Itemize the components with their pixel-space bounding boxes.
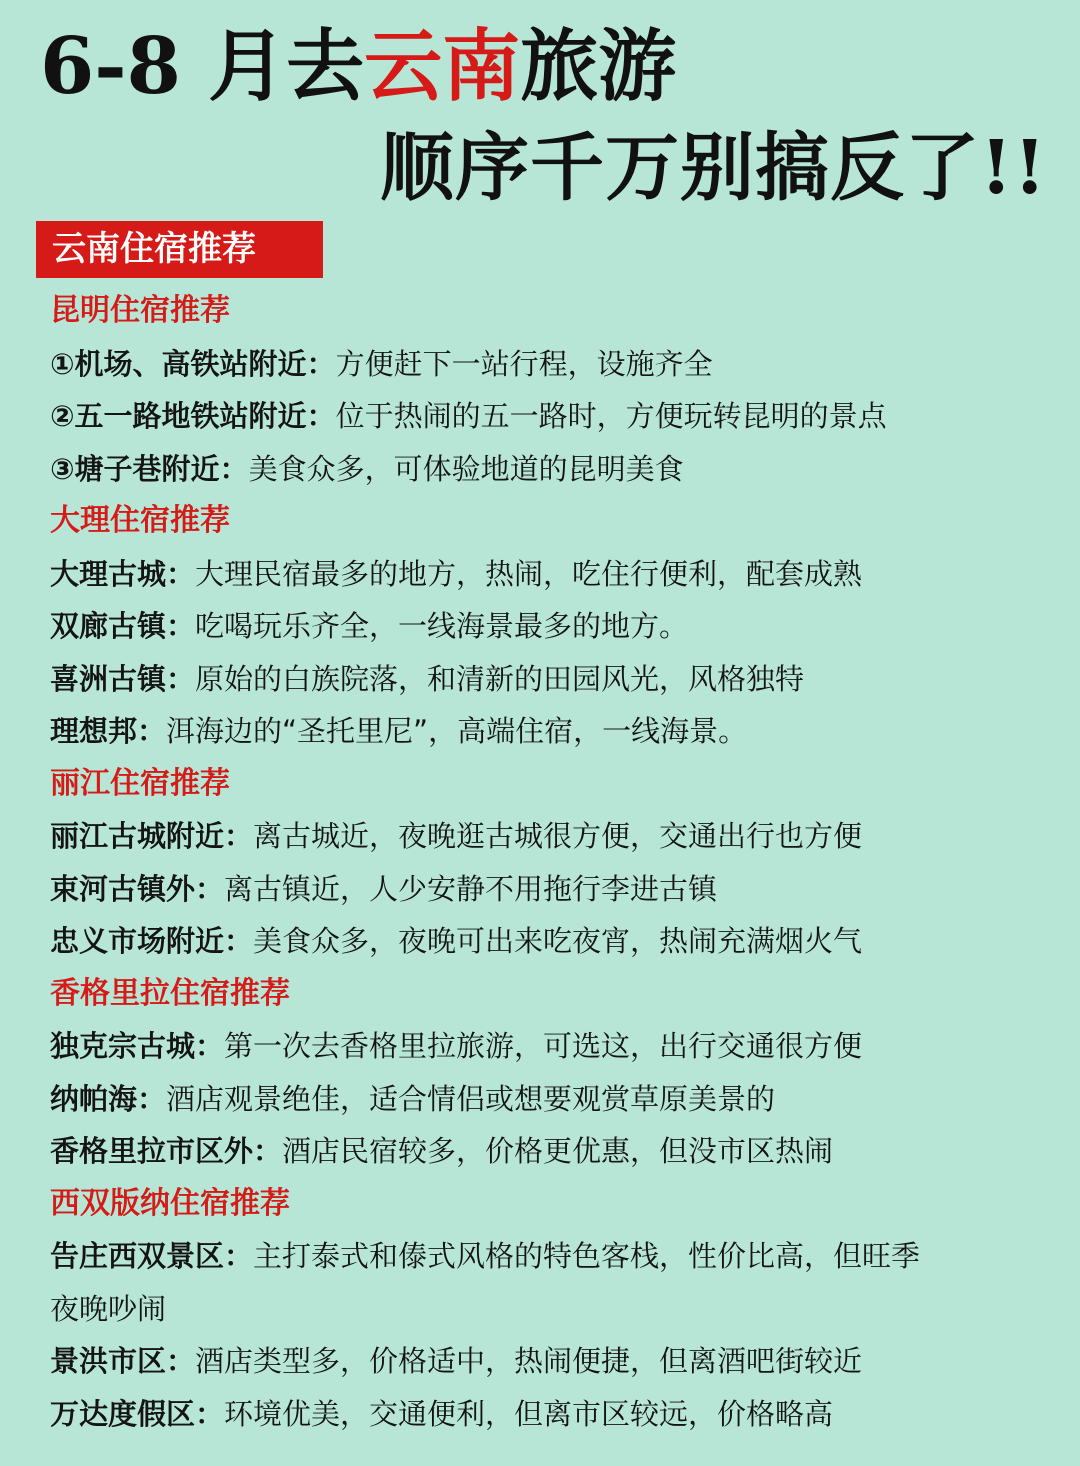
item-desc: 原始的白族院落，和清新的田园风光，风格独特 [195, 661, 805, 696]
item-key: 独克宗古城： [50, 1029, 225, 1063]
item-desc: 美食众多，可体验地道的昆明美食 [248, 451, 684, 486]
title-part-2: 旅游 [520, 21, 677, 112]
section-label: 云南住宿推荐 [36, 221, 323, 278]
list-item [50, 548, 1060, 601]
list-item-continuation: 夜晚吵闹 [50, 1291, 167, 1326]
city-heading: 丽江住宿推荐 [50, 765, 230, 801]
content-list [50, 285, 1060, 1440]
city-heading: 昆明住宿推荐 [50, 293, 230, 328]
page-title-line-2: 顺序千万别搞反了!! [380, 125, 1047, 211]
title-part-1: 6-8 月去 [40, 21, 365, 112]
list-item [50, 1073, 1060, 1126]
item-desc: 方便赶下一站行程，设施齐全 [335, 346, 713, 381]
list-item [50, 915, 1060, 968]
list-item [50, 338, 1060, 391]
item-key: 理想邦： [50, 714, 167, 748]
city-heading: 大理住宿推荐 [50, 503, 230, 538]
item-key: ①机场、高铁站附近： [50, 346, 336, 381]
item-desc: 主打泰式和傣式风格的特色客栈，性价比高，但旺季 [253, 1239, 921, 1273]
item-key: ②五一路地铁站附近： [50, 399, 336, 433]
item-key: 束河古镇外： [50, 871, 225, 906]
city-heading: 香格里拉住宿推荐 [50, 975, 290, 1011]
item-key: 香格里拉市区外： [50, 1134, 283, 1168]
list-item [50, 1230, 1060, 1283]
item-desc: 环境优美，交通便利，但离市区较远，价格略高 [224, 1396, 834, 1431]
title-highlight: 云南 [364, 21, 521, 112]
list-item [50, 1388, 1060, 1441]
item-key: 纳帕海： [50, 1081, 167, 1116]
item-key: 喜洲古镇： [50, 661, 196, 696]
page-title-line-1 [40, 22, 676, 112]
item-key: 万达度假区： [50, 1396, 225, 1431]
item-key: 忠义市场附近： [50, 924, 254, 958]
item-key: 丽江古城附近： [50, 819, 254, 853]
item-key: 双廊古镇： [50, 609, 196, 643]
list-item [50, 1125, 1060, 1178]
list-item [50, 1335, 1060, 1388]
item-key: 景洪市区： [50, 1344, 196, 1378]
item-desc: 第一次去香格里拉旅游，可选这，出行交通很方便 [224, 1029, 863, 1063]
city-heading: 西双版纳住宿推荐 [50, 1185, 290, 1221]
list-item [50, 810, 1060, 863]
item-desc: 酒店观景绝佳，适合情侣或想要观赏草原美景的 [166, 1081, 776, 1116]
list-item [50, 600, 1060, 653]
item-key: 告庄西双景区： [50, 1239, 254, 1273]
item-key: ③塘子巷附近： [50, 451, 249, 486]
list-item [50, 863, 1060, 916]
item-desc: 酒店类型多，价格适中，热闹便捷，但离酒吧街较近 [195, 1344, 863, 1378]
list-item [50, 1020, 1060, 1073]
list-item [50, 390, 1060, 443]
item-desc: 酒店民宿较多，价格更优惠，但没市区热闹 [282, 1134, 834, 1168]
item-desc: 离古镇近，人少安静不用拖行李进古镇 [224, 871, 718, 906]
item-desc: 洱海边的“圣托里尼”，高端住宿，一线海景。 [166, 714, 748, 748]
list-item [50, 653, 1060, 706]
item-desc: 离古城近，夜晚逛古城很方便，交通出行也方便 [253, 819, 863, 853]
item-desc: 吃喝玩乐齐全，一线海景最多的地方。 [195, 609, 689, 643]
list-item [50, 705, 1060, 758]
item-desc: 位于热闹的五一路时，方便玩转昆明的景点 [335, 399, 887, 433]
item-desc: 美食众多，夜晚可出来吃夜宵，热闹充满烟火气 [253, 924, 863, 958]
item-desc: 大理民宿最多的地方，热闹，吃住行便利，配套成熟 [195, 556, 863, 591]
list-item [50, 443, 1060, 496]
item-key: 大理古城： [50, 556, 196, 591]
